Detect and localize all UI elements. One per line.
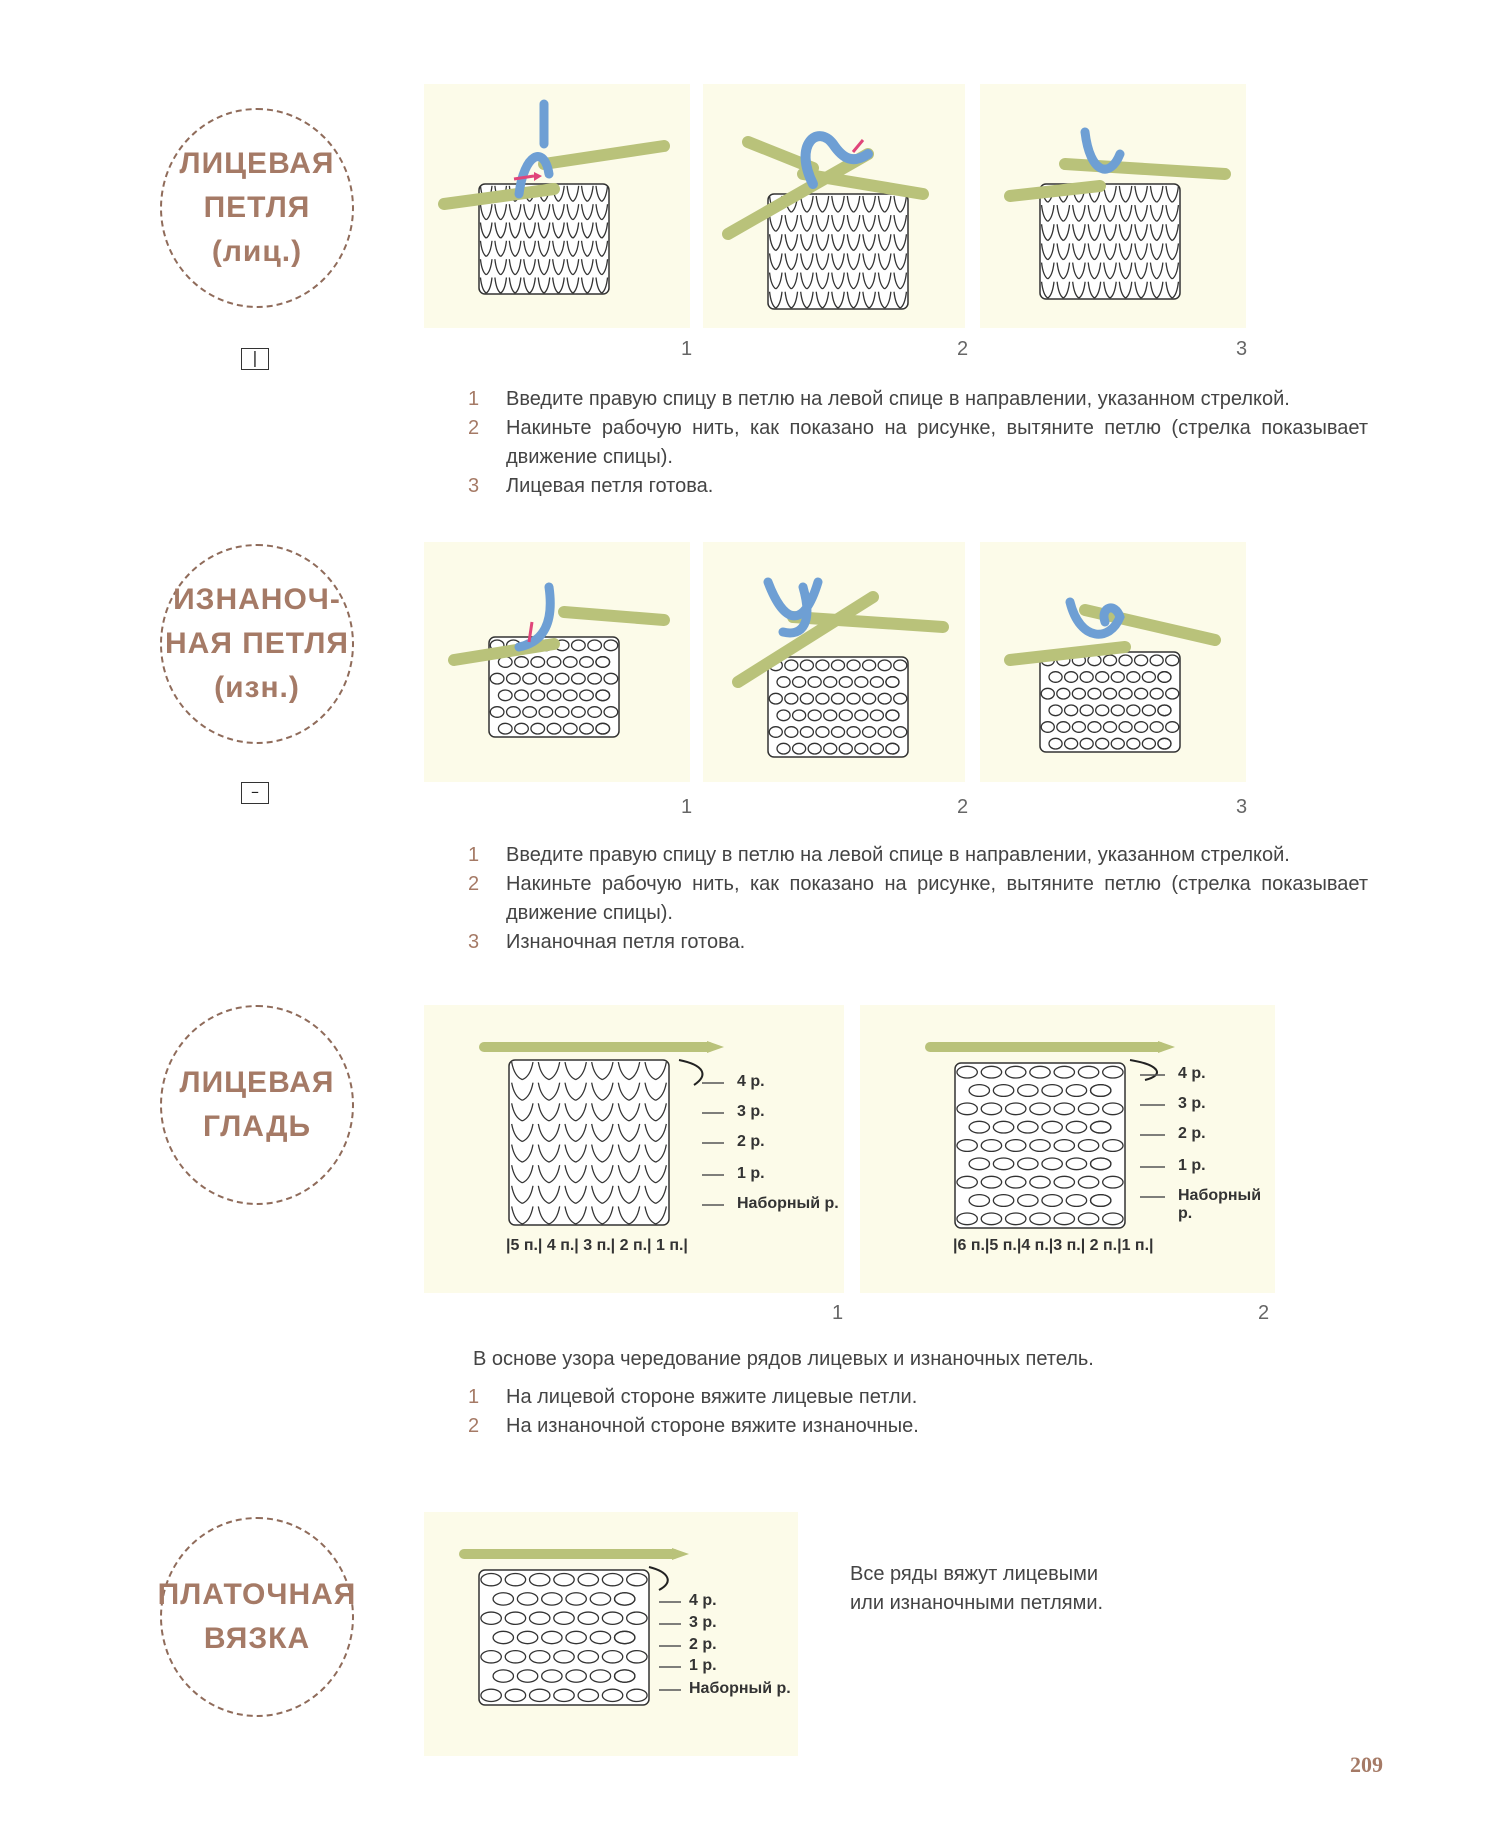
step-text: Изнаночная петля готова. bbox=[506, 931, 746, 953]
section-title-garter-stitch bbox=[157, 1517, 357, 1717]
step-number: 3 bbox=[468, 931, 480, 953]
garter-illustration bbox=[424, 1512, 798, 1756]
purl-step-3-illustration bbox=[980, 542, 1246, 782]
row-label: 1 р. bbox=[689, 1657, 717, 1674]
knit-step-3-illustration bbox=[980, 84, 1246, 328]
needle-and-leaders-drawing bbox=[424, 1512, 798, 1756]
step-number: 3 bbox=[468, 475, 480, 497]
figure-number: 3 bbox=[1236, 796, 1248, 818]
knit-needles-drawing bbox=[424, 84, 690, 328]
step-item bbox=[468, 841, 1368, 870]
step-item bbox=[468, 870, 1368, 928]
knit-symbol: | bbox=[241, 348, 269, 370]
title-line: ВЯЗКА bbox=[203, 1622, 311, 1655]
row-label: 4 р. bbox=[689, 1592, 717, 1609]
section-title-stockinette bbox=[160, 1005, 354, 1205]
row-label: 2 р. bbox=[737, 1133, 765, 1150]
step-text: На изнаночной стороне вяжите изнаночные. bbox=[506, 1415, 919, 1437]
purl-needles-drawing bbox=[424, 542, 690, 782]
step-number: 2 bbox=[468, 873, 480, 895]
column-labels: |5 п.| 4 п.| 3 п.| 2 п.| 1 п.| bbox=[506, 1237, 688, 1254]
title-line: ПЕТЛЯ bbox=[203, 191, 311, 224]
step-text: На лицевой стороне вяжите лицевые петли. bbox=[506, 1386, 918, 1408]
step-text: Накиньте рабочую нить, как показано на рисунке, вытяните петлю (стрелка показывает движение спицы). bbox=[506, 873, 1368, 924]
row-label: 1 р. bbox=[737, 1165, 765, 1182]
step-number: 1 bbox=[468, 388, 480, 410]
stockinette-front-illustration bbox=[424, 1005, 844, 1293]
title-line: НАЯ ПЕТЛЯ bbox=[165, 627, 349, 660]
title-line: ИЗНАНОЧ- bbox=[173, 583, 341, 616]
step-item bbox=[468, 928, 1368, 957]
title-line: ГЛАДЬ bbox=[202, 1110, 312, 1143]
purl-step-1-illustration bbox=[424, 542, 690, 782]
title-line: (изн.) bbox=[214, 671, 300, 704]
row-label: Наборный р. bbox=[1178, 1187, 1262, 1222]
page-number: 209 bbox=[1350, 1752, 1383, 1777]
purl-needles-drawing bbox=[703, 542, 965, 782]
step-number: 1 bbox=[468, 844, 480, 866]
purl-symbol: – bbox=[241, 782, 269, 804]
purl-needles-drawing bbox=[980, 542, 1246, 782]
row-label: 3 р. bbox=[1178, 1095, 1206, 1112]
step-number: 2 bbox=[468, 1415, 480, 1437]
figure-number: 1 bbox=[681, 796, 693, 818]
figure-number: 1 bbox=[681, 338, 693, 360]
step-item bbox=[468, 1383, 1368, 1412]
stockinette-back-illustration bbox=[860, 1005, 1275, 1293]
knit-step-2-illustration bbox=[703, 84, 965, 328]
title-line: (лиц.) bbox=[211, 235, 303, 268]
note-line: или изнаночными петлями. bbox=[850, 1592, 1104, 1614]
note-line: Все ряды вяжут лицевыми bbox=[850, 1563, 1099, 1585]
knit-needles-drawing bbox=[703, 84, 965, 328]
title-line: ПЛАТОЧНАЯ bbox=[157, 1578, 357, 1611]
step-item bbox=[468, 472, 1368, 501]
section-title-knit-stitch bbox=[160, 108, 354, 308]
row-label: Наборный р. bbox=[737, 1195, 839, 1212]
step-item bbox=[468, 1412, 1368, 1441]
figure-number: 2 bbox=[957, 796, 969, 818]
title-line: ЛИЦЕВАЯ bbox=[179, 147, 335, 180]
column-labels: |6 п.|5 п.|4 п.|3 п.| 2 п.|1 п.| bbox=[953, 1237, 1154, 1254]
step-text: Введите правую спицу в петлю на левой спице в направлении, указанном стрелкой. bbox=[506, 844, 1290, 866]
section-title-purl-stitch bbox=[160, 544, 354, 744]
row-label: 3 р. bbox=[689, 1614, 717, 1631]
row-label: 4 р. bbox=[737, 1073, 765, 1090]
step-item bbox=[468, 414, 1368, 472]
row-label: 2 р. bbox=[1178, 1125, 1206, 1142]
row-label: 1 р. bbox=[1178, 1157, 1206, 1174]
figure-number: 2 bbox=[957, 338, 969, 360]
row-label: 2 р. bbox=[689, 1636, 717, 1653]
step-text: Накиньте рабочую нить, как показано на рисунке, вытяните петлю (стрелка показывает движение спицы). bbox=[506, 417, 1368, 468]
figure-number: 1 bbox=[832, 1302, 844, 1324]
title-line: ЛИЦЕВАЯ bbox=[179, 1066, 335, 1099]
purl-steps-list bbox=[468, 841, 1368, 957]
row-label: Наборный р. bbox=[689, 1680, 791, 1697]
garter-note bbox=[850, 1560, 1103, 1618]
row-label: 4 р. bbox=[1178, 1065, 1206, 1082]
step-text: Лицевая петля готова. bbox=[506, 475, 714, 497]
stockinette-steps-list bbox=[468, 1383, 1368, 1441]
step-number: 1 bbox=[468, 1386, 480, 1408]
row-label: 3 р. bbox=[737, 1103, 765, 1120]
purl-step-2-illustration bbox=[703, 542, 965, 782]
step-number: 2 bbox=[468, 417, 480, 439]
knit-needles-drawing bbox=[980, 84, 1246, 328]
stockinette-intro: В основе узора чередование рядов лицевых и изнаночных петель. bbox=[473, 1348, 1094, 1370]
figure-number: 2 bbox=[1258, 1302, 1270, 1324]
knit-step-1-illustration bbox=[424, 84, 690, 328]
figure-number: 3 bbox=[1236, 338, 1248, 360]
knit-steps-list bbox=[468, 385, 1368, 501]
step-text: Введите правую спицу в петлю на левой спице в направлении, указанном стрелкой. bbox=[506, 388, 1290, 410]
step-item bbox=[468, 385, 1368, 414]
